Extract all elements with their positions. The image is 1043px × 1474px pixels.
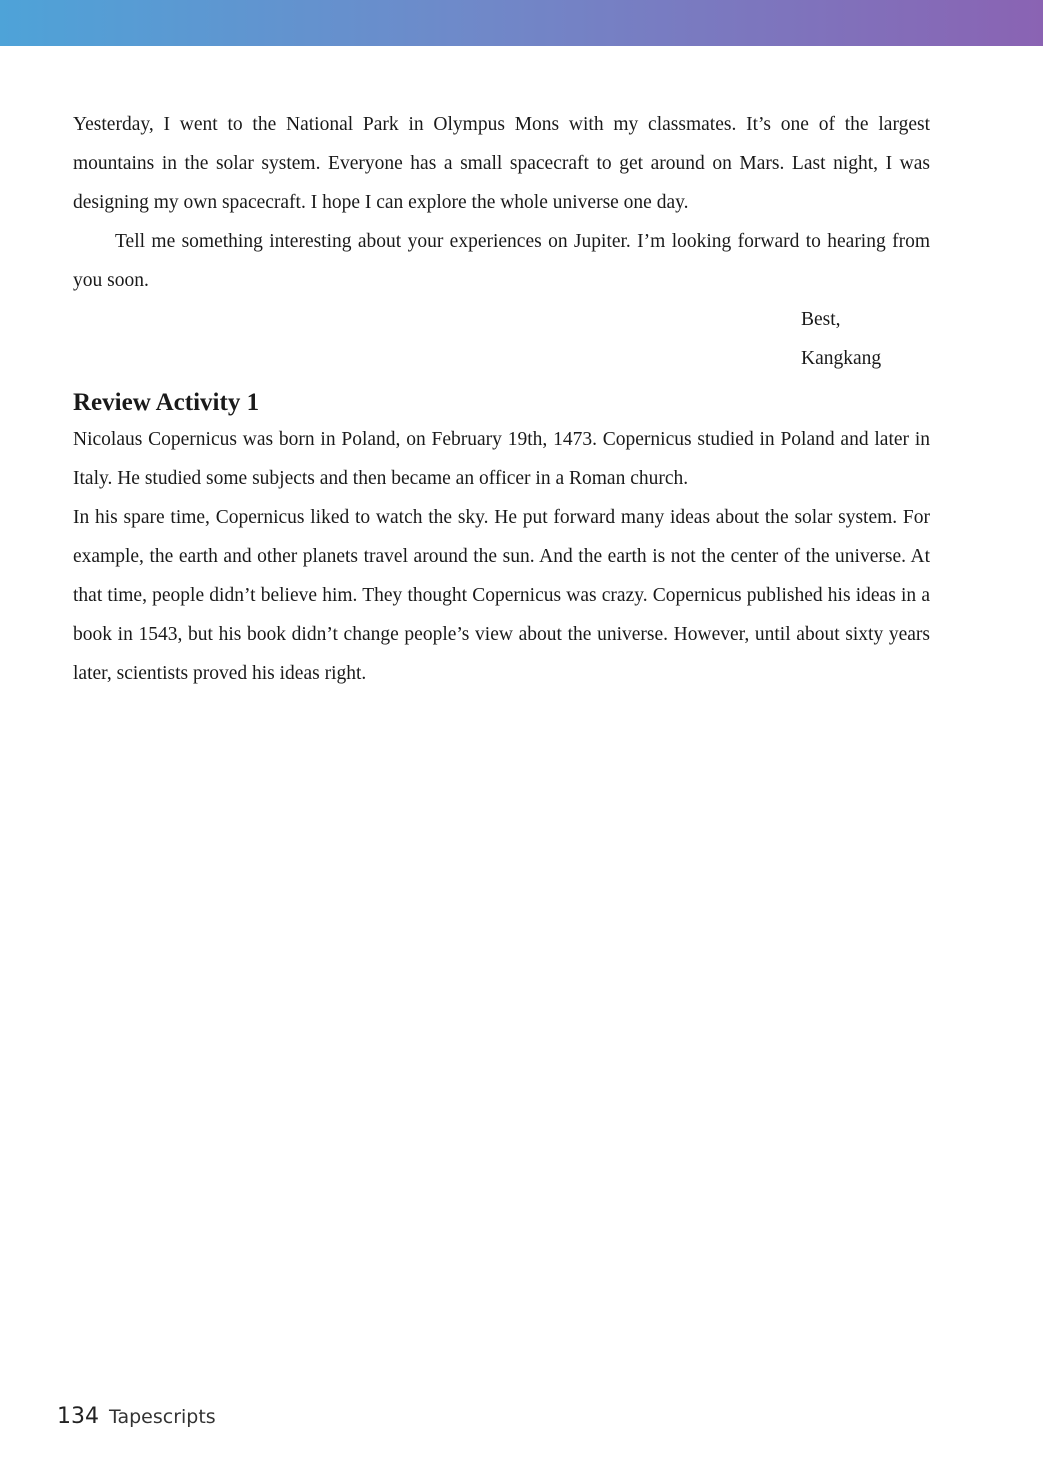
review-paragraph-2: In his spare time, Copernicus liked to watch the sky. He put forward many ideas about the solar system. For example, the earth and other planets travel around the sun. And the earth is not the center of the universe. At that time, people didn’t believe him. They thought Copernicus was crazy. Copernicus published his ideas in a book in 1543, but his book didn’t change people’s view about the universe. However, until about sixty years later, scientists proved his ideas right. (73, 507, 930, 684)
letter-closing: Best, (801, 309, 841, 330)
review-heading-bold: Review (73, 389, 151, 416)
letter-paragraph-2: Tell me something interesting about your experiences on Jupiter. I’m looking forward to hearing from you soon. (73, 231, 930, 291)
review-heading (73, 386, 930, 420)
page-footer (57, 1404, 216, 1429)
footer-section-label: Tapescripts (109, 1406, 216, 1428)
review-heading-activity: Activity 1 (155, 389, 260, 416)
letter-paragraph-1: Yesterday, I went to the National Park in Olympus Mons with my classmates. It’s one of the largest mountains in the solar system. Everyone has a small spacecraft to get around on Mars. Last night, I was designing my own spacecraft. I hope I can explore the whole universe one day. (73, 114, 930, 213)
header-color-band (0, 0, 1043, 46)
letter-signature: Kangkang (801, 348, 882, 369)
review-paragraph-1: Nicolaus Copernicus was born in Poland, on February 19th, 1473. Copernicus studied in Poland and later in Italy. He studied some subjects and then became an officer in a Roman church. (73, 429, 930, 489)
page-number: 134 (57, 1404, 99, 1429)
page-body (73, 105, 930, 693)
